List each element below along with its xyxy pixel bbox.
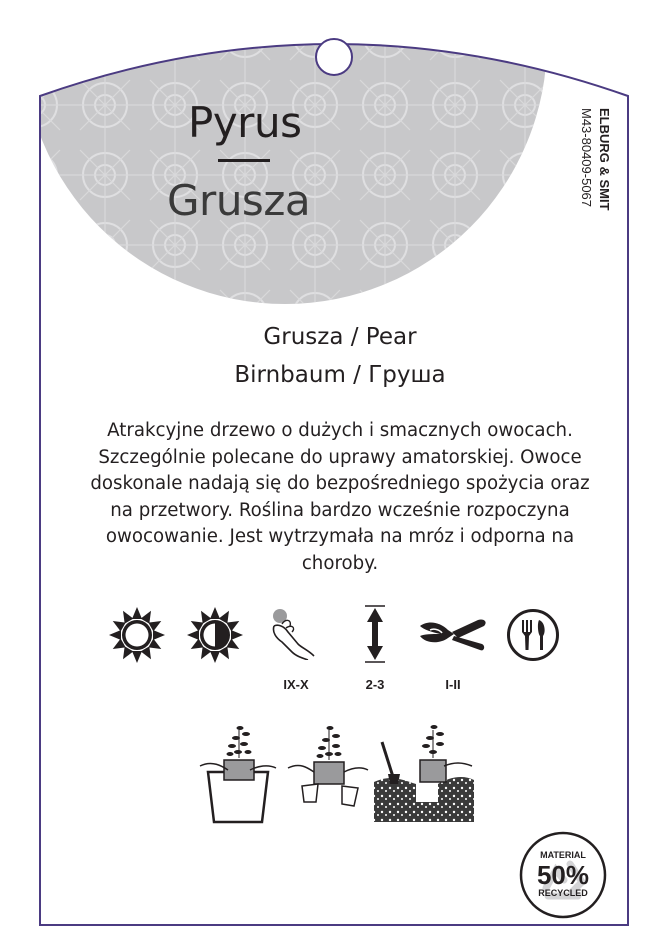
- side-text: [572, 104, 612, 244]
- soak-pot-icon: [198, 722, 278, 826]
- height-caption: 2-3: [365, 677, 385, 692]
- full-sun-icon: [108, 606, 166, 664]
- plant-in-ground-icon: [372, 722, 476, 826]
- description-line: Szczególnie polecane do uprawy amatorskiej. Owoce: [98, 446, 582, 468]
- title-divider: [218, 159, 270, 162]
- product-code: M43-80409-5067: [579, 108, 594, 208]
- recycled-material-badge: [518, 830, 608, 920]
- description-line: Atrakcyjne drzewo o dużych i smacznych owocach.: [107, 420, 573, 441]
- latin-name: Pyrus: [188, 98, 302, 147]
- harvest-hand-icon: [268, 604, 318, 660]
- badge-line-3: RECYCLED: [538, 888, 588, 898]
- pruning-shears-icon: [418, 614, 490, 658]
- name-line-1: Grusza / Pear: [263, 324, 417, 350]
- badge-line-1: MATERIAL: [540, 850, 586, 860]
- height-arrow-icon: [362, 604, 388, 664]
- brand-name: ELBURG & SMIT: [597, 108, 612, 211]
- description-line: choroby.: [301, 552, 379, 574]
- partial-shade-icon: [186, 606, 244, 664]
- description-line: doskonale nadają się do bezpośredniego spożycia oraz: [90, 473, 590, 494]
- harvest-caption: IX-X: [283, 677, 309, 692]
- badge-percent: 50%: [536, 860, 590, 890]
- common-name: Grusza: [167, 176, 311, 225]
- description-line: na przetwory. Roślina bardzo wcześnie rozpoczyna: [110, 499, 570, 521]
- name-line-2: Birnbaum / Груша: [234, 362, 446, 388]
- hang-hole: [316, 39, 352, 75]
- unpot-plant-icon: [286, 722, 370, 818]
- description-line: owocowanie. Jest wytrzymała na mróz i odporna na: [105, 526, 575, 547]
- description: [60, 418, 620, 577]
- edible-cutlery-icon: [506, 608, 560, 662]
- pruning-caption: I-II: [445, 677, 461, 692]
